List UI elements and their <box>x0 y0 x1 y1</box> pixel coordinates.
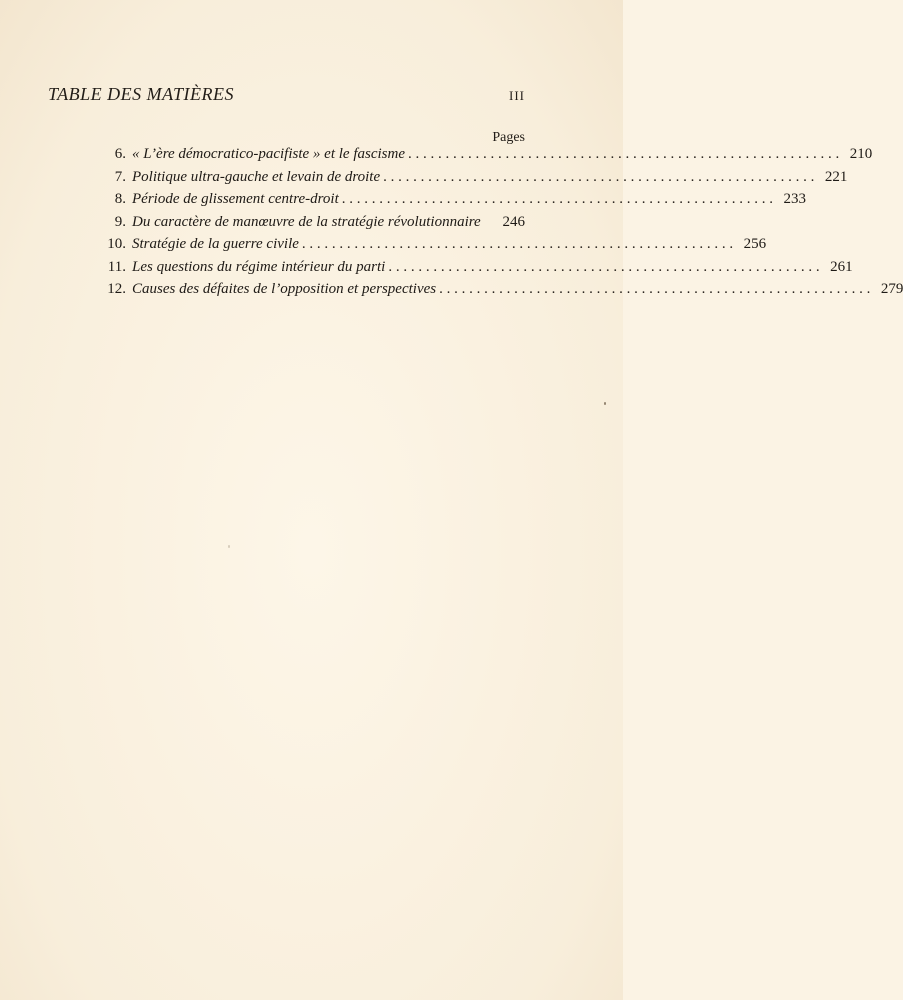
toc-entry-number: 7. <box>114 168 126 185</box>
toc-entry-page: 256 <box>743 236 767 252</box>
toc-entry <box>96 236 767 259</box>
toc-entry-title: Causes des défaites de l’opposition et perspectives <box>132 281 437 297</box>
toc-entry-page: 221 <box>824 168 848 185</box>
toc-entry-title: Période de glissement centre-droit <box>132 191 339 207</box>
toc-entry-number: 9. <box>114 213 126 230</box>
toc-entry-number: 10. <box>107 236 126 252</box>
toc-entry <box>96 191 806 214</box>
toc-entry-number: 6. <box>114 146 126 162</box>
toc-entry-title: Politique ultra-gauche et levain de droite <box>132 168 381 185</box>
dot-leader <box>439 281 870 298</box>
toc-entry <box>96 258 853 282</box>
toc-entry-page: 246 <box>502 213 525 230</box>
toc-entry <box>96 214 525 237</box>
table-of-contents <box>96 146 903 304</box>
toc-entry-page: 261 <box>830 258 853 275</box>
toc-entry <box>96 168 848 192</box>
toc-entry-page: 279 <box>880 281 903 297</box>
dot-leader <box>342 191 773 208</box>
toc-entry <box>96 146 873 169</box>
toc-entry-number: 12. <box>107 281 126 297</box>
running-head: TABLE DES MATIÈRES <box>48 84 234 104</box>
toc-entry-title: Du caractère de manœuvre de la stratégie révolutionnaire <box>132 213 481 230</box>
paper-speck <box>228 545 230 548</box>
toc-entry-page: 210 <box>849 146 873 162</box>
toc-entry-title: Stratégie de la guerre civile <box>132 236 299 252</box>
dot-leader <box>383 169 814 186</box>
dot-leader <box>408 146 839 163</box>
toc-entry-number: 8. <box>114 191 126 207</box>
page-number: III <box>509 88 525 103</box>
paper-speck <box>604 402 606 405</box>
dot-leader <box>388 259 819 276</box>
dot-leader <box>302 236 733 253</box>
toc-entry-title: Les questions du régime intérieur du parti <box>132 258 386 275</box>
toc-entry <box>96 281 903 304</box>
toc-entry-page: 233 <box>783 191 806 207</box>
toc-entry-number: 11. <box>107 258 126 275</box>
toc-entry-title: « L’ère démocratico-pacifiste » et le fascisme <box>132 146 405 162</box>
pages-column-header: Pages <box>492 130 525 145</box>
